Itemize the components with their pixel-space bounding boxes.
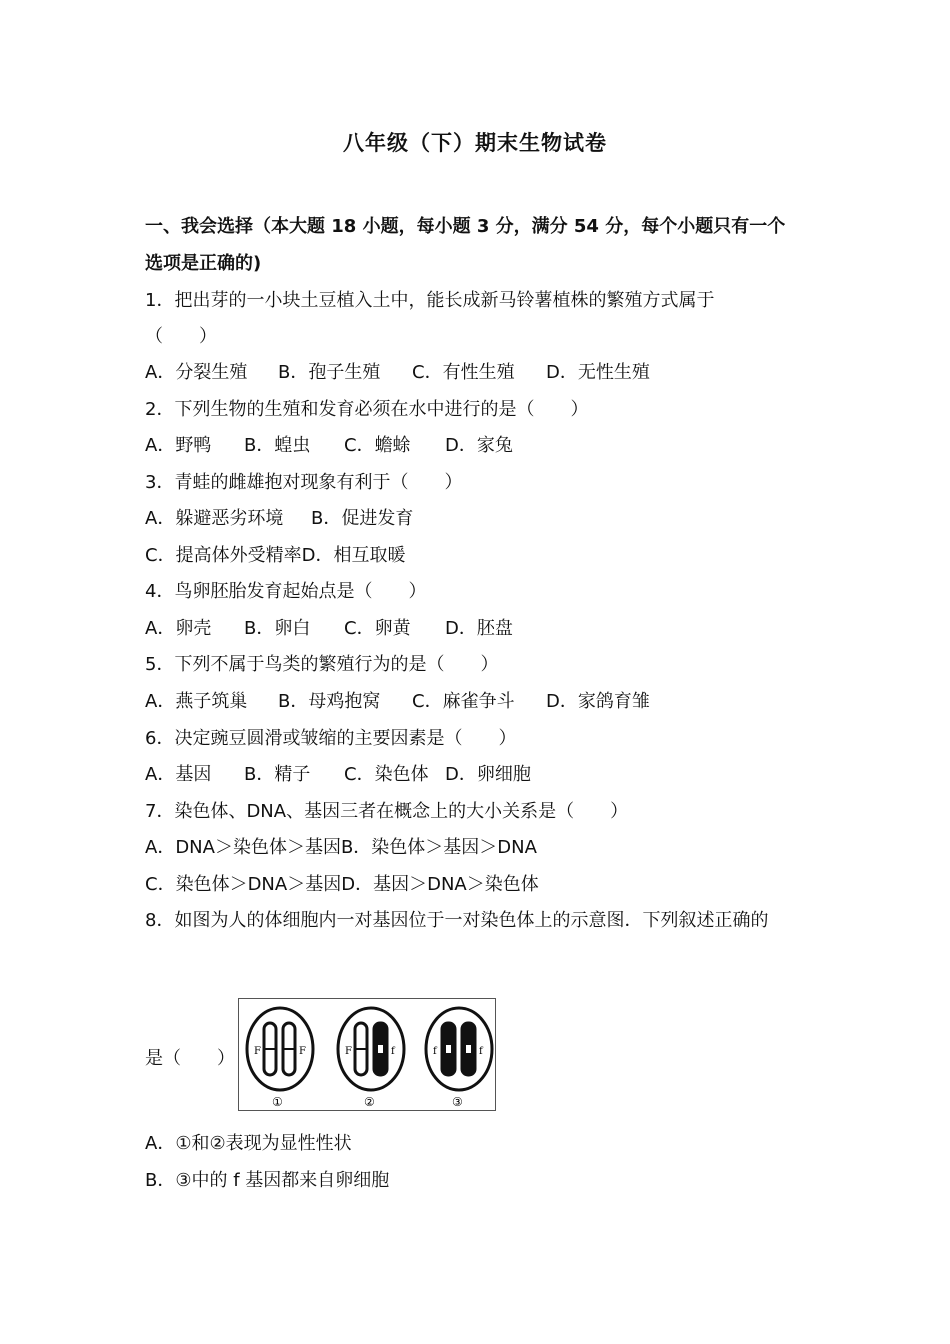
option-c: C．卵黄 — [344, 618, 411, 639]
option-d: D．卵细胞 — [445, 764, 531, 785]
option-a: A．野鸭 — [145, 435, 212, 456]
page-title: 八年级（下）期末生物试卷 — [343, 131, 607, 155]
option-a: A．燕子筑巢 — [145, 691, 248, 712]
question-3-options-row2 — [145, 544, 405, 568]
question-5-options — [145, 690, 650, 714]
option-d: D．相互取暖 — [301, 545, 406, 566]
option-b: B．精子 — [244, 764, 311, 785]
option-a: A．基因 — [145, 764, 212, 785]
question-8-option-a: A．①和②表现为显性性状 — [145, 1133, 352, 1154]
question-1-options — [145, 361, 650, 385]
gene-label: f — [391, 1046, 395, 1057]
option-a: A．卵壳 — [145, 618, 212, 639]
option-c: C．有性生殖 — [412, 362, 515, 383]
question-2-options — [145, 434, 513, 458]
question-3-options-row1 — [145, 507, 413, 531]
question-8-stem-cont: 是（ ） — [145, 1048, 235, 1069]
option-b: B．促进发育 — [311, 508, 414, 529]
question-6-stem: 6．决定豌豆圆滑或皱缩的主要因素是（ ） — [145, 728, 517, 749]
option-b: B．孢子生殖 — [278, 362, 381, 383]
question-2-stem: 2．下列生物的生殖和发育必须在水中进行的是（ ） — [145, 399, 589, 420]
question-3-stem: 3．青蛙的雌雄抱对现象有利于（ ） — [145, 472, 463, 493]
option-d: D．无性生殖 — [546, 362, 650, 383]
question-7-options-row2 — [145, 873, 539, 897]
option-d: D．家鸽育雏 — [546, 691, 650, 712]
section-heading: 一、我会选择（本大题 18 小题，每小题 3 分，满分 54 分，每个小题只有一个 — [145, 216, 786, 237]
question-1-stem-cont: （ ） — [145, 326, 217, 347]
question-7-stem: 7．染色体、DNA、基因三者在概念上的大小关系是（ ） — [145, 801, 629, 822]
option-d: D．基因＞DNA＞染色体 — [341, 874, 539, 895]
section-heading-cont: 选项是正确的) — [145, 253, 262, 274]
gene-label: F — [254, 1046, 261, 1057]
figure-label-3: ③ — [452, 1095, 463, 1109]
figure-label-1: ① — [272, 1095, 283, 1109]
option-d: D．家兔 — [445, 435, 513, 456]
option-c: C．染色体 — [344, 764, 429, 785]
question-4-options — [145, 617, 513, 641]
gene-label: F — [345, 1046, 352, 1057]
option-c: C．麻雀争斗 — [412, 691, 515, 712]
option-b: B．母鸡抱窝 — [278, 691, 381, 712]
gene-label: f — [433, 1046, 437, 1057]
question-1-stem: 1．把出芽的一小块土豆植入土中，能长成新马铃薯植株的繁殖方式属于 — [145, 290, 715, 311]
option-c: C．提高体外受精率 — [145, 545, 302, 566]
question-5-stem: 5．下列不属于鸟类的繁殖行为的是（ ） — [145, 654, 499, 675]
option-a: A．躲避恶劣环境 — [145, 508, 284, 529]
gene-label: F — [299, 1046, 306, 1057]
question-8-option-b: B．③中的 f 基因都来自卵细胞 — [145, 1170, 390, 1191]
option-b: B．染色体＞基因＞DNA — [340, 837, 537, 858]
option-a: A．DNA＞染色体＞基因 — [145, 837, 341, 858]
option-b: B．蝗虫 — [244, 435, 311, 456]
chromosome-diagram — [238, 998, 496, 1111]
question-7-options-row1 — [145, 836, 537, 860]
option-c: C．染色体＞DNA＞基因 — [145, 874, 342, 895]
option-d: D．胚盘 — [445, 618, 513, 639]
question-4-stem: 4．鸟卵胚胎发育起始点是（ ） — [145, 581, 427, 602]
figure-label-2: ② — [364, 1095, 375, 1109]
option-b: B．卵白 — [244, 618, 311, 639]
gene-label: f — [479, 1046, 483, 1057]
question-8-stem: 8．如图为人的体细胞内一对基因位于一对染色体上的示意图．下列叙述正确的 — [145, 910, 769, 931]
question-6-options — [145, 763, 531, 787]
option-a: A．分裂生殖 — [145, 362, 248, 383]
option-c: C．蟾蜍 — [344, 435, 411, 456]
